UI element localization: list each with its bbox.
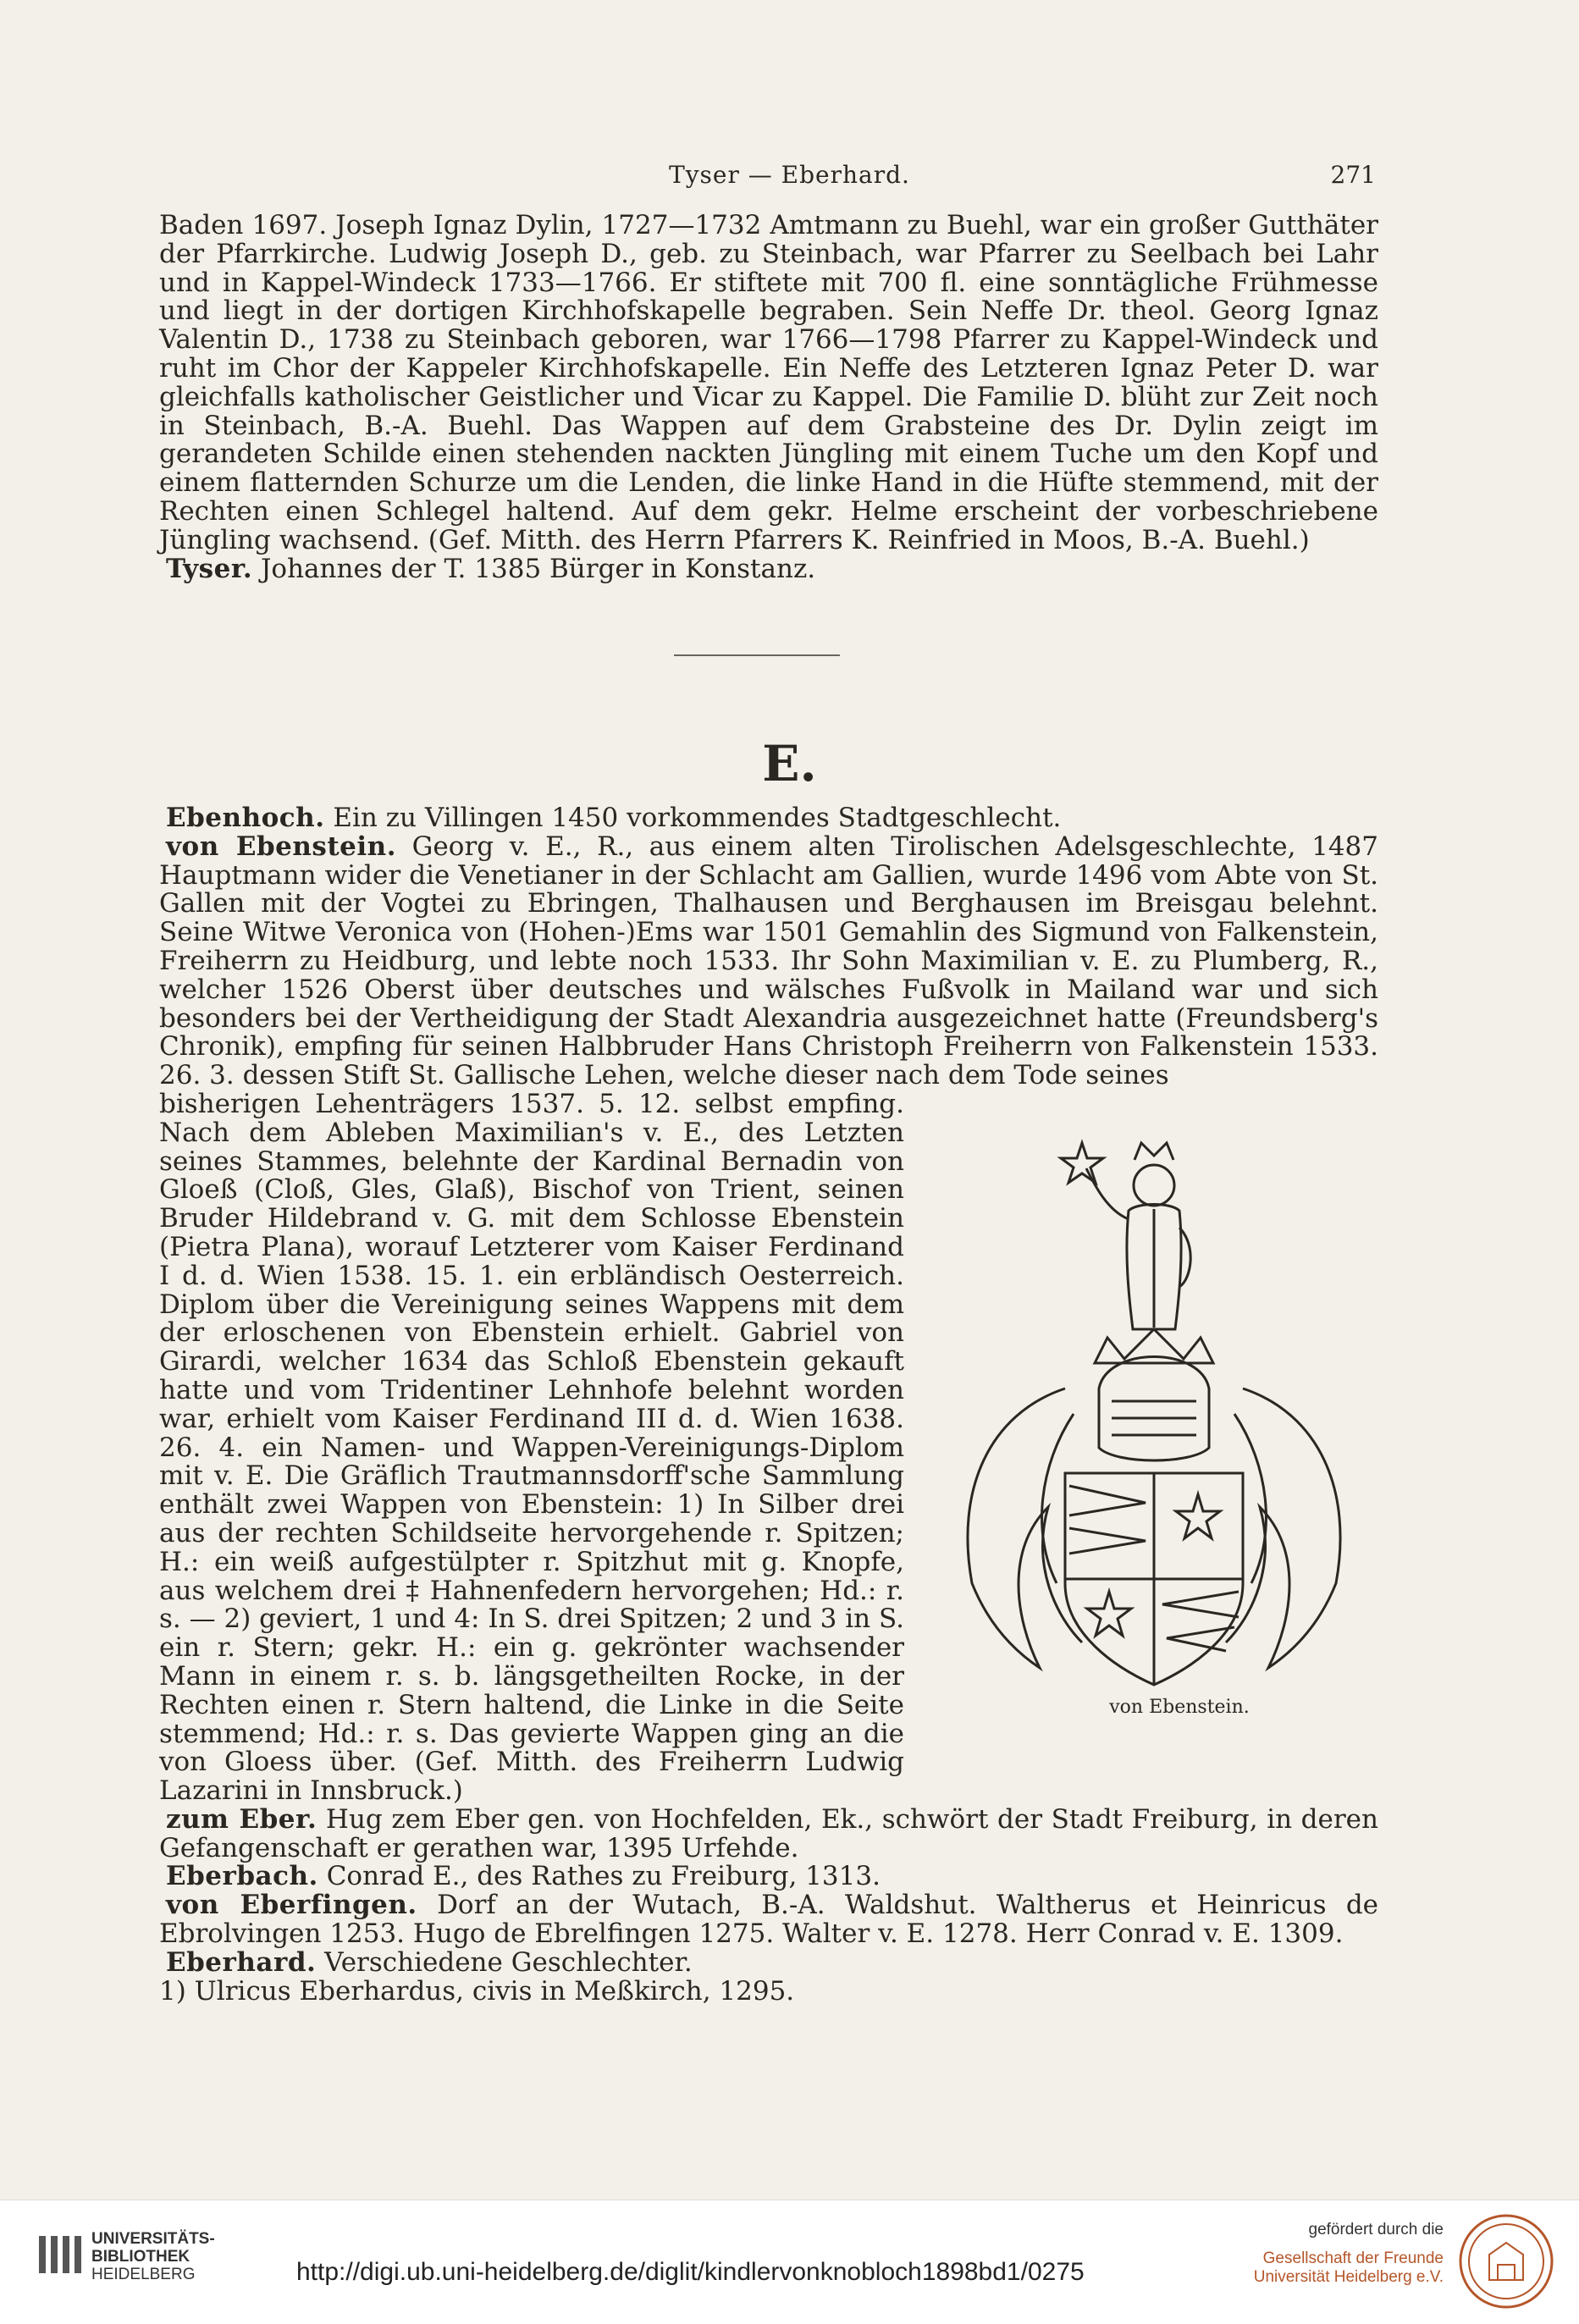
entry-keyword: zum Eber. bbox=[166, 1803, 317, 1835]
entry-eber bbox=[159, 1803, 1378, 1863]
library-name bbox=[91, 2230, 215, 2283]
entry-eberfingen bbox=[159, 1891, 1378, 1949]
footer-bar bbox=[0, 2200, 1579, 2324]
sponsor-label: gefördert durch die bbox=[1308, 2221, 1444, 2238]
entry-text: Ein zu Villingen 1450 vorkommendes Stadtgeschlecht. bbox=[333, 803, 1062, 833]
entry-text: Dorf an der Wutach, B.-A. Waldshut. Waltherus et Heinricus de Ebrolvingen 1253. Hugo de Ebrelfingen 1275. Walter v. E. 1278. Herr Conrad v. E. 1309. bbox=[159, 1890, 1379, 1950]
entry-keyword: Eberbach. bbox=[166, 1861, 318, 1892]
sponsor-org-line2: Universität Heidelberg e.V. bbox=[1253, 2268, 1444, 2286]
entry-text: Conrad E., des Rathes zu Freiburg, 1313. bbox=[326, 1861, 881, 1892]
entry-text: Verschiedene Geschlechter. bbox=[324, 1946, 693, 1978]
entry-keyword: von Eberfingen. bbox=[166, 1890, 417, 1921]
entry-keyword: von Ebenstein. bbox=[166, 831, 396, 862]
entry-tyser bbox=[159, 555, 1378, 584]
university-seal-icon bbox=[1457, 2212, 1555, 2310]
entry-eberhard bbox=[159, 1946, 1378, 1978]
entry-text: Hug zem Eber gen. von Hochfelden, Ek., schwört der Stadt Freiburg, in deren Gefangenschaft er gerathen war, 1395 Urfehde. bbox=[159, 1803, 1378, 1863]
sponsor-org-line1: Gesellschaft der Freunde bbox=[1262, 2249, 1444, 2267]
page-number: 271 bbox=[1330, 161, 1376, 189]
permalink-url[interactable]: http://digi.ub.uni-heidelberg.de/diglit/kindlervonknobloch1898bd1/0275 bbox=[296, 2258, 1085, 2286]
running-title: Tyser — Eberhard. bbox=[669, 161, 910, 189]
entry-ebenhoch bbox=[159, 804, 1378, 833]
library-name-line2: BIBLIOTHEK bbox=[91, 2248, 190, 2266]
entry-keyword: Tyser. bbox=[166, 553, 253, 584]
library-logo-icon bbox=[34, 2229, 85, 2280]
crest-caption: von Ebenstein. bbox=[1109, 1697, 1250, 1718]
entry-ebenstein-continued: bisherigen Lehenträgers 1537. 5. 12. selbst empfing. Nach dem Ableben Maximilian's v. E., des Letzten seines Stammes, belehnte der Kardinal Bernadin von Gloeß (Cloß, Gles, Glaß), Bischof von Trient, seinen Bruder Hildebrand v. G. mit dem Schlosse Ebenstein (Pietra Plana), worauf Letzterer vom Kaiser Ferdinand I d. d. Wien 1538. 15. 1. ein erbländisch Oesterreich. Diplom über die Vereinigung seines Wappens mit dem der erloschenen von Ebenstein erhielt. Gabriel von Girardi, welcher 1634 das Schloß Ebenstein gekauft hatte und vom Tridentiner Lehnhofe belehnt worden war, erhielt vom Kaiser Ferdinand III d. d. Wien 1638. 26. 4. ein Namen- und Wappen-Vereinigungs-Diplom mit v. E. Die Gräflich Trautmannsdorff'sche Sammlung enthält zwei Wappen von Ebenstein: 1) In Silber drei aus der rechten Schildseite hervorgehende r. Spitzen; H.: ein weiß aufgestülpter r. Spitzhut mit g. Knopfe, aus welchem drei ‡ Hahnenfedern hervorgehen; Hd.: r. s. — 2) geviert, 1 und 4: In S. drei Spitzen; 2 und 3 in S. ein r. Stern; gekr. H.: ein g. gekrönter wachsender Mann in einem r. s. b. längsgetheilten Rocke, in der Rechten einen r. Stern haltend, die Linke in die Seite stemmend; Hd.: r. s. Das gevierte Wappen ging an die von Gloess über. (Gef. Mitth. des Freiherrn Ludwig Lazarini in Innsbruck.) bbox=[159, 1088, 904, 1807]
entry-eberhard-item: 1) Ulricus Eberhardus, civis in Meßkirch, 1295. bbox=[159, 1975, 795, 2007]
coat-of-arms-icon bbox=[938, 1109, 1370, 1693]
entry-keyword: Ebenhoch. bbox=[166, 803, 325, 833]
entry-text: Johannes der T. 1385 Bürger in Konstanz. bbox=[261, 553, 816, 584]
crest-illustration bbox=[938, 1109, 1370, 1718]
entry-text: Georg v. E., R., aus einem alten Tirolischen Adelsgeschlechte, 1487 Hauptmann wider die Venetianer in der Schlacht am Gallien, wurde 1496 vom Abte von St. Gallen mit der Vogtei zu Ebringen, Thalhausen und Berghausen im Breisgau belehnt. Seine Witwe Veronica von (Hohen-)Ems war 1501 Gemahlin des Sigmund von Falkenstein, Freiherrn zu Heidburg, und lebte noch 1533. Ihr Sohn Maximilian v. E. zu Plumberg, R., welcher 1526 Oberst über deutsches und wälsches Fußvolk in Mailand war und sich besonders bei der Vertheidigung der Stadt Alexandria ausgezeichnet hatte (Freundsberg's Chronik), empfing für seinen Halbbruder Hans Christoph Freiherrn von Falkenstein 1533. 26. 3. dessen Stift St. Gallische Lehen, welche dieser nach dem Tode seines bbox=[159, 831, 1378, 1091]
entry-eberbach bbox=[159, 1863, 1378, 1891]
entry-keyword: Eberhard. bbox=[166, 1946, 317, 1978]
running-head bbox=[0, 161, 1579, 195]
library-name-line1: UNIVERSITÄTS- bbox=[91, 2230, 215, 2248]
entry-ebenstein bbox=[159, 833, 1378, 1090]
library-name-line3: HEIDELBERG bbox=[91, 2266, 196, 2283]
section-heading: E. bbox=[762, 735, 817, 792]
sponsor-credit bbox=[1254, 2221, 1444, 2287]
separator-rule bbox=[674, 654, 840, 656]
intro-text bbox=[159, 212, 1378, 583]
paragraph-dylin: Baden 1697. Joseph Ignaz Dylin, 1727—1732 Amtmann zu Buehl, war ein großer Gutthäter der Pfarrkirche. Ludwig Joseph D., geb. zu Steinbach, war Pfarrer zu Seelbach bei Lahr und in Kappel-Windeck 1733—1766. Er stiftete mit 700 fl. eine sonntägliche Frühmesse und liegt in der dortigen Kirchhofskapelle begraben. Sein Neffe Dr. theol. Georg Ignaz Valentin D., 1738 zu Steinbach geboren, war 1766—1798 Pfarrer zu Kappel-Windeck und ruht im Chor der Kappeler Kirchhofskapelle. Ein Neffe des Letzteren Ignaz Peter D. war gleichfalls katholischer Geistlicher und Vicar zu Kappel. Die Familie D. blüht zur Zeit noch in Steinbach, B.-A. Buehl. Das Wappen auf dem Grabsteine des Dr. Dylin zeigt im gerandeten Schilde einen stehenden nackten Jüngling mit einem Tuche um den Kopf und einem flatternden Schurze um die Lenden, die linke Hand in die Hüfte stemmend, mit der Rechten einen Schlegel haltend. Auf dem gekr. Helme erscheint der vorbeschriebene Jüngling wachsend. (Gef. Mitth. des Herrn Pfarrers K. Reinfried in Moos, B.-A. Buehl.) bbox=[159, 210, 1378, 555]
